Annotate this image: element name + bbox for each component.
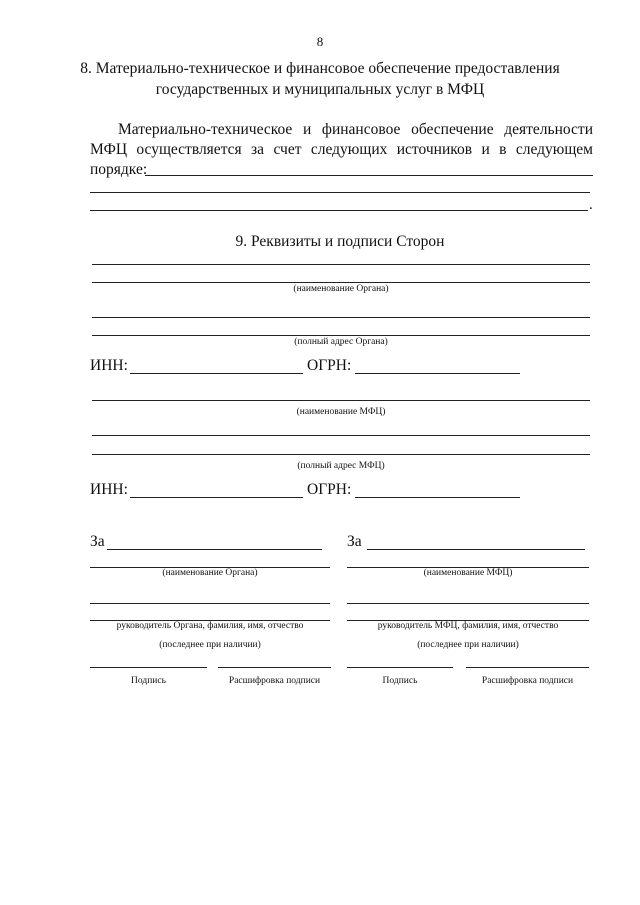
end-dot: . — [589, 197, 593, 213]
left-head-caption: руководитель Органа, фамилия, имя, отчество — [116, 621, 304, 631]
left-patronymic-caption: (последнее при наличии) — [159, 640, 261, 650]
organ-name-line-2[interactable] — [92, 282, 590, 283]
mfc-name-caption: (наименование МФЦ) — [296, 407, 386, 417]
organ-address-line-2[interactable] — [92, 335, 590, 336]
inn-field[interactable] — [130, 373, 303, 374]
ogrn-label-2: ОГРН: — [307, 481, 352, 498]
inn-label: ИНН: — [90, 357, 128, 374]
right-za-label: За — [347, 533, 362, 550]
right-name-caption: (наименование МФЦ) — [423, 568, 513, 578]
section-8-paragraph — [90, 120, 593, 180]
organ-name-caption: (наименование Органа) — [293, 284, 389, 294]
inn-label-2: ИНН: — [90, 481, 128, 498]
section-9-title: 9. Реквизиты и подписи Сторон — [235, 233, 445, 250]
ogrn-field[interactable] — [355, 373, 520, 374]
left-sign-line[interactable] — [90, 667, 207, 668]
left-decode-caption: Расшифровка подписи — [228, 676, 321, 686]
right-sign-caption: Подпись — [382, 676, 418, 686]
organ-address-caption: (полный адрес Органа) — [294, 337, 388, 347]
section-8-title-line-2: государственных и муниципальных услуг в МФЦ — [155, 81, 485, 98]
left-za-label: За — [90, 533, 105, 550]
left-head-line-1[interactable] — [90, 603, 330, 604]
paragraph-line-2: МФЦ осуществляется за счет следующих источников и в следующем — [90, 141, 593, 158]
left-sign-caption: Подпись — [131, 676, 166, 686]
organ-name-line-1[interactable] — [92, 264, 590, 265]
mfc-address-line-1[interactable] — [92, 435, 590, 436]
mfc-name-line-1[interactable] — [92, 400, 590, 401]
ogrn-label: ОГРН: — [307, 357, 352, 374]
organ-address-line-1[interactable] — [92, 317, 590, 318]
left-za-line[interactable] — [107, 549, 322, 550]
right-decode-line[interactable] — [466, 667, 589, 668]
order-fill-line-1[interactable] — [145, 175, 593, 176]
section-8-title-line-1: 8. Материально-техническое и финансовое обеспечение предоставления — [80, 60, 560, 77]
right-decode-caption: Расшифровка подписи — [481, 676, 574, 686]
mfc-address-line-2[interactable] — [92, 454, 590, 455]
right-head-line-1[interactable] — [347, 603, 589, 604]
left-name-caption: (наименование Органа) — [162, 568, 258, 578]
mfc-address-caption: (полный адрес МФЦ) — [297, 461, 385, 471]
inn-field-2[interactable] — [130, 497, 303, 498]
section-8-title — [60, 58, 580, 100]
page-number: 8 — [316, 34, 324, 49]
order-fill-line-2[interactable] — [90, 192, 590, 193]
paragraph-line-1: Материально-техническое и финансовое обеспечение деятельности — [118, 121, 593, 138]
right-patronymic-caption: (последнее при наличии) — [417, 640, 519, 650]
ogrn-field-2[interactable] — [355, 497, 520, 498]
order-fill-line-3[interactable] — [90, 210, 588, 211]
right-za-line[interactable] — [367, 549, 585, 550]
right-sign-line[interactable] — [347, 667, 453, 668]
right-head-caption: руководитель МФЦ, фамилия, имя, отчество — [377, 621, 559, 631]
paragraph-line-3: порядке: — [90, 161, 148, 178]
left-decode-line[interactable] — [218, 667, 331, 668]
